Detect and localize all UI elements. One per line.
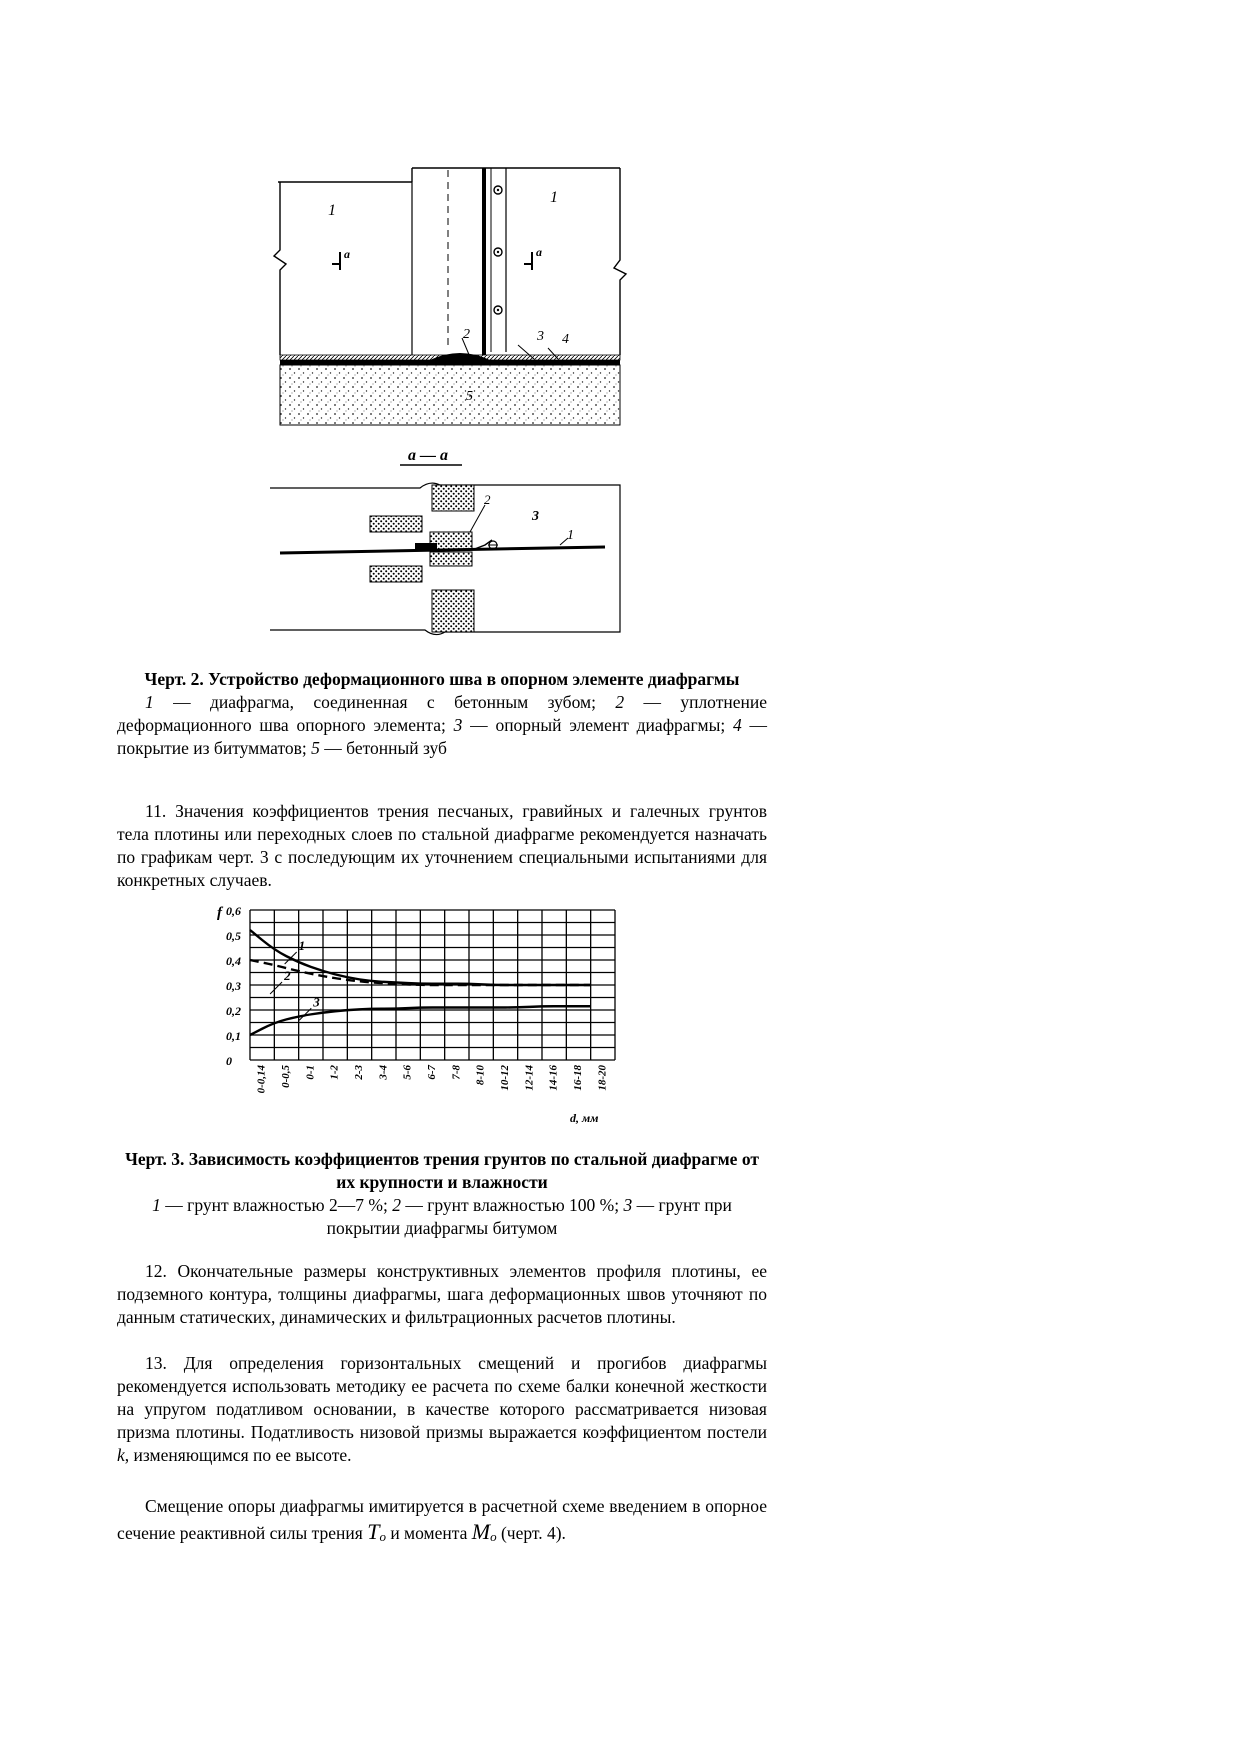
legend-number: 1 <box>152 1195 161 1215</box>
series-label-2: 2 <box>284 968 291 983</box>
section-title: а — а <box>408 447 448 464</box>
legend-text: — опорный элемент диафрагмы; <box>462 715 733 735</box>
section-mark-a-left: a <box>344 247 350 261</box>
M-symbol: M <box>471 1519 491 1544</box>
legend-text: — покрытие из битумматов; <box>117 715 767 758</box>
x-tick-label: 14-16 <box>547 1065 560 1091</box>
x-tick-label: 3-4 <box>377 1065 390 1080</box>
y-tick-label: 0,2 <box>226 1004 241 1018</box>
series-label-1: 1 <box>298 938 306 953</box>
legend-number: 2 <box>615 692 625 712</box>
legend-number: 3 <box>453 715 463 735</box>
x-tick-label: 0-1 <box>304 1065 317 1080</box>
x-tick-label: 6-7 <box>425 1065 438 1080</box>
section-label-2: 2 <box>484 492 491 507</box>
legend-number: 5 <box>311 738 320 758</box>
y-tick-label: 0,5 <box>226 929 241 943</box>
paragraph-14-text-mid: и момента <box>385 1523 472 1543</box>
y-axis-label: f <box>217 905 222 921</box>
M-subscript: o <box>490 1529 497 1544</box>
paragraph-12: 12. Окончательные размеры конструктивных элементов профиля плотины, ее подземного контура, толщины диафрагмы, шага деформационных швов уточняют по данным статических, динамических и фильтрационных расчетов плотины. <box>117 1261 767 1327</box>
x-tick-label: 16-18 <box>571 1065 584 1091</box>
legend-text: — диафрагма, соединенная с бетонным зубом; <box>153 692 616 712</box>
plan-label-1-right: 1 <box>550 189 558 206</box>
section-label-1: 1 <box>567 528 574 543</box>
plan-label-1-left: 1 <box>328 202 336 219</box>
section-label-3: 3 <box>532 509 539 524</box>
figure-2-legend <box>117 691 767 760</box>
paragraph-14-text: Смещение опоры диафрагмы имитируется в расчетной схеме введением в опорное сечение реактивной силы трения <box>117 1496 767 1543</box>
legend-text: — грунт при покрытии диафрагмы битумом <box>326 1195 732 1238</box>
legend-text: — грунт влажностью 100 %; <box>400 1195 624 1215</box>
x-tick-label: 0-0,5 <box>279 1065 292 1088</box>
series-label-3: 3 <box>313 994 320 1010</box>
series-leader-2 <box>270 982 282 994</box>
T-subscript: o <box>379 1529 386 1544</box>
paragraph-11: 11. Значения коэффициентов трения песчаных, гравийных и галечных грунтов тела плотины или переходных слоев по стальной диафрагме рекомендуется назначать по графикам черт. 3 с последующим их уточнением специальными испытаниями для конкретных случаев. <box>117 801 767 890</box>
legend-text: — бетонный зуб <box>319 738 447 758</box>
figure-3-caption <box>117 1148 767 1240</box>
x-tick-label: 18-20 <box>596 1065 609 1091</box>
paragraph-13-text-end: , изменяющимся по ее высоте. <box>124 1445 352 1465</box>
x-tick-label: 8-10 <box>474 1065 487 1086</box>
k-symbol: k <box>117 1445 125 1465</box>
x-tick-label: 1-2 <box>328 1065 341 1080</box>
x-tick-label: 12-14 <box>523 1065 536 1091</box>
figure-2-caption <box>117 668 767 760</box>
legend-number: 3 <box>623 1195 633 1215</box>
x-tick-label: 0-0,14 <box>255 1065 268 1094</box>
y-tick-label: 0,1 <box>226 1029 241 1043</box>
figure-2-caption-title: Черт. 2. Устройство деформационного шва в опорном элементе диафрагмы <box>144 669 740 689</box>
section-view <box>270 447 620 635</box>
legend-text: — грунт влажностью 2—7 %; <box>160 1195 393 1215</box>
figure-3-chart <box>215 900 670 1135</box>
paragraph-13-text: 13. Для определения горизонтальных смещений и прогибов диафрагмы рекомендуется использовать методику ее расчета по схеме балки конечной жесткости на упругом податливом основании, в качестве которого рассматривается низовая призма плотины. Податливость низовой призмы выражается коэффициентом постели <box>117 1353 767 1442</box>
x-tick-label: 2-3 <box>352 1065 365 1080</box>
x-tick-label: 10-12 <box>498 1065 511 1091</box>
section-mark-a-right: a <box>536 245 542 259</box>
figure-2-drawing <box>270 160 650 660</box>
plan-view <box>274 168 626 425</box>
y-tick-label: 0 <box>226 1054 232 1068</box>
legend-number: 1 <box>145 692 154 712</box>
paragraph-14 <box>117 1494 767 1549</box>
series-leader-1 <box>285 952 297 964</box>
figure-3-caption-title: Черт. 3. Зависимость коэффициентов трения грунтов по стальной диафрагме от их крупности и влажности <box>125 1149 759 1192</box>
plan-label-4: 4 <box>562 332 569 347</box>
y-tick-label: 0,4 <box>226 954 241 968</box>
legend-number: 2 <box>392 1195 401 1215</box>
y-tick-label: 0,3 <box>226 979 241 993</box>
x-axis-label: d, мм <box>570 1111 599 1125</box>
plan-label-2: 2 <box>463 327 470 342</box>
paragraph-14-text-end: (черт. 4). <box>496 1523 566 1543</box>
plan-label-3: 3 <box>537 329 544 344</box>
T-symbol: T <box>367 1519 380 1544</box>
x-tick-label: 7-8 <box>450 1065 463 1080</box>
paragraph-13 <box>117 1352 767 1467</box>
x-tick-label: 5-6 <box>401 1065 414 1080</box>
legend-text: — уплотнение деформационного шва опорного элемента; <box>117 692 767 735</box>
y-tick-label: 0,6 <box>226 904 241 918</box>
plan-label-5: 5 <box>466 389 473 404</box>
legend-number: 4 <box>732 715 742 735</box>
figure-3-legend <box>117 1194 767 1240</box>
